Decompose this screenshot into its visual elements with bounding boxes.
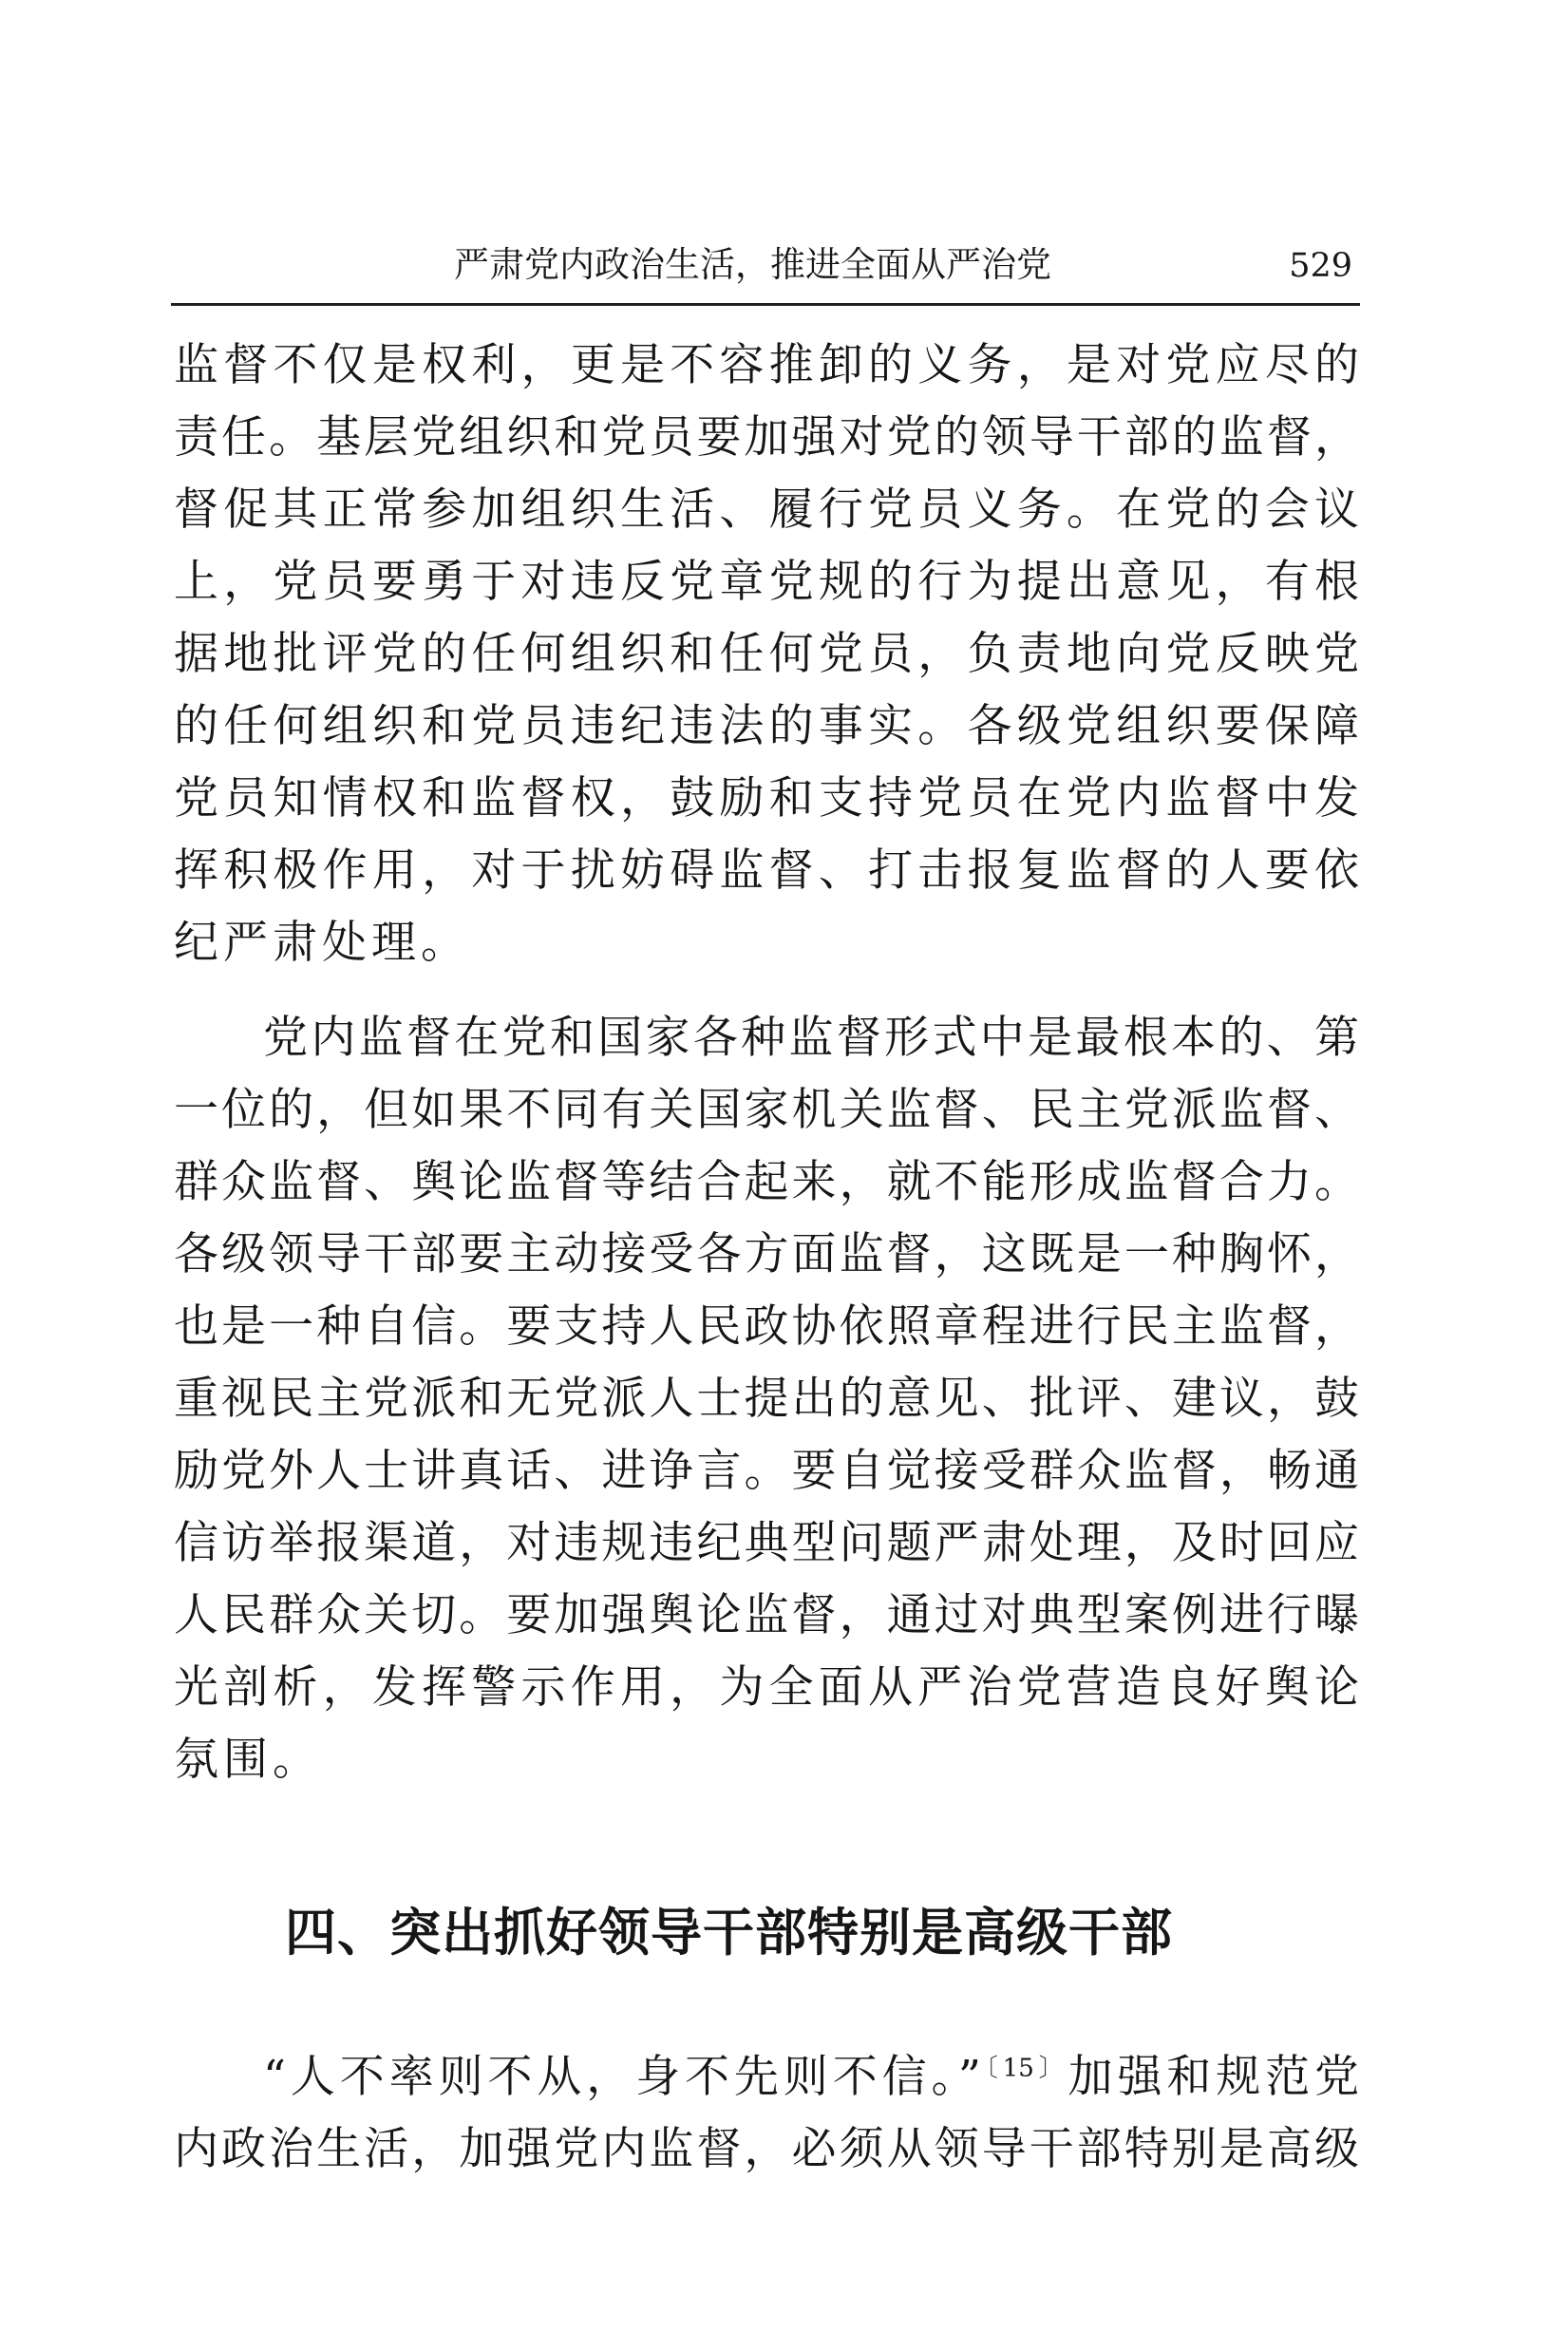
paragraph-1-line-4: 上，党员要勇于对违反党章党规的行为提出意见，有根 [174, 556, 1359, 608]
paragraph-1-line-3: 督促其正常参加组织生活、履行党员义务。在党的会议 [174, 483, 1359, 536]
page-number: 529 [1289, 247, 1352, 285]
paragraph-3-line-2: 内政治生活，加强党内监督，必须从领导干部特别是高级 [174, 2123, 1359, 2175]
paragraph-2-line-8: 信访举报渠道，对违规违纪典型问题严肃处理，及时回应 [174, 1517, 1359, 1569]
section-heading: 四、突出抓好领导干部特别是高级干部 [285, 1903, 1173, 1962]
paragraph-1-line-9: 纪严肃处理。 [174, 917, 470, 969]
paragraph-2-line-3: 群众监督、舆论监督等结合起来，就不能形成监督合力。 [174, 1156, 1359, 1208]
paragraph-2-line-7: 励党外人士讲真话、进诤言。要自觉接受群众监督，畅通 [174, 1445, 1359, 1497]
paragraph-1-line-6: 的任何组织和党员违纪违法的事实。各级党组织要保障 [174, 700, 1359, 752]
paragraph-3-line-1 [263, 2043, 1359, 2112]
paragraph-2-line-11: 氛围。 [174, 1734, 322, 1786]
paragraph-2-line-1: 党内监督在党和国家各种监督形式中是最根本的、第 [263, 1012, 1359, 1064]
paragraph-2-line-5: 也是一种自信。要支持人民政协依照章程进行民主监督， [174, 1300, 1359, 1353]
quotation: “人不率则不从，身不先则不信。” [263, 2051, 981, 2103]
paragraph-1-line-2: 责任。基层党组织和党员要加强对党的领导干部的监督， [174, 411, 1359, 464]
paragraph-2-line-9: 人民群众关切。要加强舆论监督，通过对典型案例进行曝 [174, 1589, 1359, 1641]
paragraph-1-line-7: 党员知情权和监督权，鼓励和支持党员在党内监督中发 [174, 772, 1359, 825]
running-header [171, 237, 1360, 294]
paragraph-2-line-4: 各级领导干部要主动接受各方面监督，这既是一种胸怀， [174, 1228, 1359, 1280]
paragraph-1-line-5: 据地批评党的任何组织和任何党员，负责地向党反映党 [174, 628, 1359, 680]
running-title: 严肃党内政治生活，推进全面从严治党 [454, 244, 1051, 285]
paragraph-2-line-6: 重视民主党派和无党派人士提出的意见、批评、建议，鼓 [174, 1373, 1359, 1425]
header-rule [171, 303, 1360, 306]
paragraph-2-line-2: 一位的，但如果不同有关国家机关监督、民主党派监督、 [174, 1084, 1359, 1136]
footnote-reference: 〔15〕 [980, 2054, 1068, 2083]
paragraph-2-line-10: 光剖析，发挥警示作用，为全面从严治党营造良好舆论 [174, 1661, 1359, 1714]
paragraph-3-line-1-rest: 加强和规范党 [1067, 2051, 1360, 2103]
paragraph-1-line-8: 挥积极作用，对于扰妨碍监督、打击报复监督的人要依 [174, 844, 1359, 897]
paragraph-1-line-1: 监督不仅是权利，更是不容推卸的义务，是对党应尽的 [174, 339, 1359, 391]
